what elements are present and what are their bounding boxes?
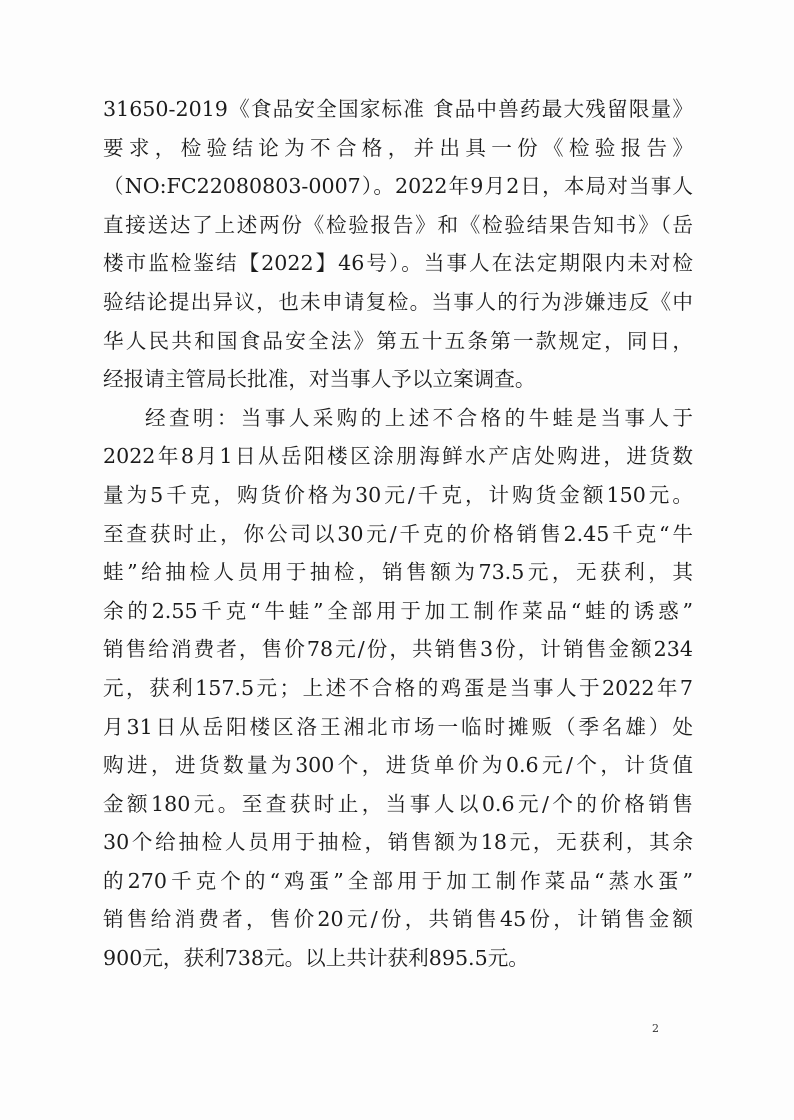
text-line: 余的2.55千克“牛蛙”全部用于加工制作菜品“蛙的诱惑” <box>103 598 693 623</box>
text-line: 华人民共和国食品安全法》第五十五条第一款规定，同日， <box>103 328 693 353</box>
text-line: 销售给消费者，售价20元/份，共销售45份，计销售金额 <box>103 907 693 932</box>
text-line: 的270千克个的“鸡蛋”全部用于加工制作菜品“蒸水蛋” <box>103 868 693 893</box>
text-line: 30个给抽检人员用于抽检，销售额为18元，无获利，其余 <box>103 830 693 855</box>
text-line: 验结论提出异议，也未申请复检。当事人的行为涉嫌违反《中 <box>103 289 693 314</box>
body-text <box>103 90 693 978</box>
text-line: 金额180元。至查获时止，当事人以0.6元/个的价格销售 <box>103 791 693 816</box>
text-line: （NO:FC22080803-0007）。2022年9月2日，本局对当事人 <box>103 174 693 199</box>
text-line: 量为5千克，购货价格为30元/千克，计购货金额150元。 <box>103 482 693 507</box>
text-line: 楼市监检鉴结【2022】46号）。当事人在法定期限内未对检 <box>103 251 693 276</box>
page-number: 2 <box>652 1022 659 1035</box>
text-line: 经报请主管局长批准，对当事人予以立案调查。 <box>103 367 536 392</box>
text-line: 销售给消费者，售价78元/份，共销售3份，计销售金额234 <box>103 637 693 662</box>
paragraph-2 <box>103 399 693 978</box>
text-line: 至查获时止，你公司以30元/千克的价格销售2.45千克“牛 <box>103 521 693 546</box>
text-line: 元，获利157.5元；上述不合格的鸡蛋是当事人于2022年7 <box>103 675 693 700</box>
text-line: 31650-2019《食品安全国家标准 食品中兽药最大残留限量》 <box>103 97 693 121</box>
text-line: 2022年8月1日从岳阳楼区涂朋海鲜水产店处购进，进货数 <box>103 444 693 469</box>
text-line: 月31日从岳阳楼区洛王湘北市场一临时摊贩（季名雄）处 <box>103 714 693 739</box>
text-line: 直接送达了上述两份《检验报告》和《检验结果告知书》（岳 <box>103 212 693 237</box>
text-line: 经查明：当事人采购的上述不合格的牛蛙是当事人于 <box>145 405 693 430</box>
text-line: 要求，检验结论为不合格，并出具一份《检验报告》 <box>103 135 693 160</box>
text-line: 蛙”给抽检人员用于抽检，销售额为73.5元，无获利，其 <box>103 560 693 585</box>
text-line: 900元，获利738元。以上共计获利895.5元。 <box>103 946 529 971</box>
paragraph-1 <box>103 90 693 399</box>
text-line: 购进，进货数量为300个，进货单价为0.6元/个，计货值 <box>103 753 693 778</box>
